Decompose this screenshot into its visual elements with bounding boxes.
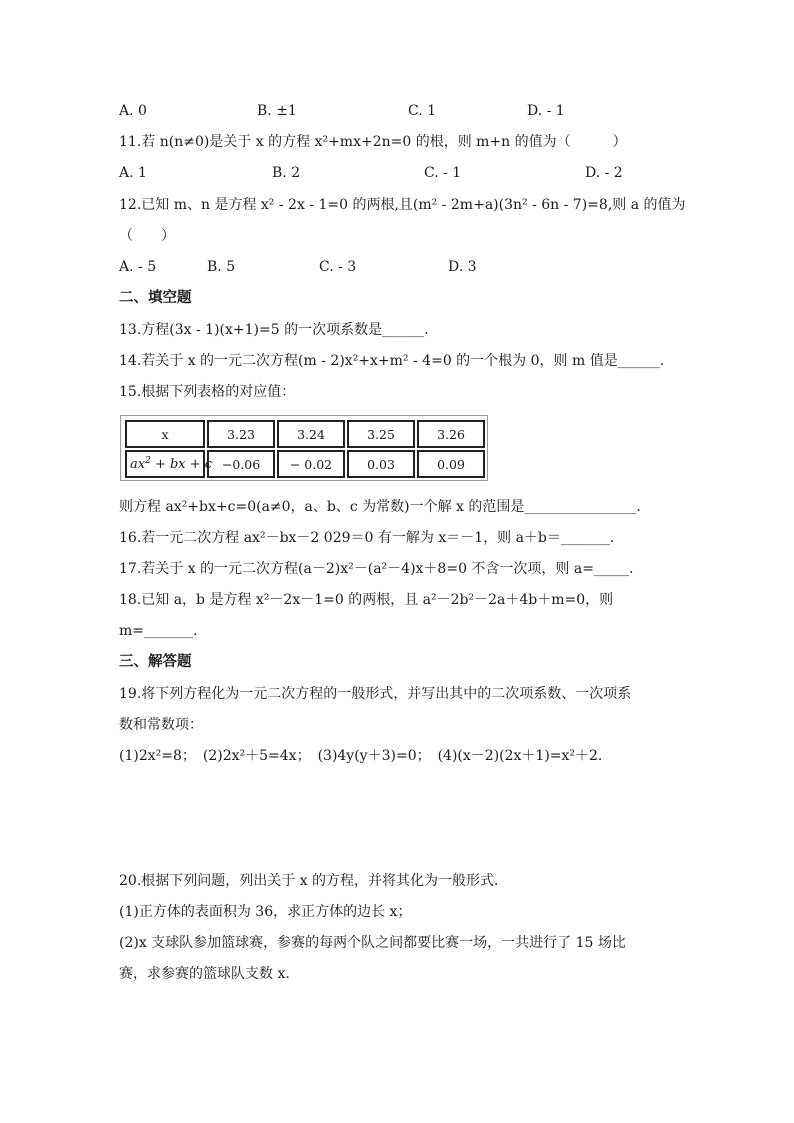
q15-after-text: 则方程 ax²+bx+c=0(a≠0，a、b、c 为常数)一个解 x 的范围是________________. xyxy=(119,499,641,515)
table-cell: 0.09 xyxy=(417,450,485,478)
q11-option-d: D. - 2 xyxy=(585,165,623,181)
q13-text: 13.方程(3x - 1)(x+1)=5 的一次项系数是______. xyxy=(119,322,429,338)
section-fill-blank-heading: 二、填空题 xyxy=(119,290,192,306)
q19-equations: (1)2x²=8； (2)2x²＋5=4x； (3)4y(y＋3)=0； (4)(x－2)(2x＋1)=x²＋2. xyxy=(119,748,603,764)
q14-text: 14.若关于 x 的一元二次方程(m - 2)x²+x+m² - 4=0 的一个根为 0，则 m 值是______. xyxy=(119,353,665,369)
q12-option-a: A. - 5 xyxy=(119,259,157,275)
q11-text: 11.若 n(n≠0)是关于 x 的方程 x²+mx+2n=0 的根，则 m+n 的值为（ ） xyxy=(119,134,627,150)
q10-option-c: C. 1 xyxy=(408,103,437,119)
q16-text: 16.若一元二次方程 ax²－bx－2 029＝0 有一解为 x＝－1，则 a＋b＝_______. xyxy=(119,530,615,546)
table-cell: − 0.02 xyxy=(277,450,345,478)
table-cell: 3.25 xyxy=(347,420,415,448)
q20-text: 20.根据下列问题，列出关于 x 的方程，并将其化为一般形式. xyxy=(119,873,499,889)
q18-text: 18.已知 a，b 是方程 x²－2x－1=0 的两根，且 a²－2b²－2a＋4b＋m=0，则 xyxy=(119,592,614,608)
q20-part1: (1)正方体的表面积为 36，求正方体的边长 x； xyxy=(119,904,412,920)
q17-text: 17.若关于 x 的一元二次方程(a－2)x²－(a²－4)x＋8=0 不含一次项，则 a=_____. xyxy=(119,561,634,577)
table-cell: −0.06 xyxy=(207,450,275,478)
q12-option-b: B. 5 xyxy=(207,259,236,275)
q20-part2: (2)x 支球队参加篮球赛，参赛的每两个队之间都要比赛一场，一共进行了 15 场比 xyxy=(119,935,626,951)
q20-part2-cont: 赛，求参赛的篮球队支数 x. xyxy=(119,966,290,982)
q12-bracket: （ ） xyxy=(119,228,175,244)
q12-text: 12.已知 m、n 是方程 x² - 2x - 1=0 的两根,且(m² - 2m+a)(3n² - 6n - 7)=8,则 a 的值为 xyxy=(119,197,686,213)
table-header-expression: ax $^2$ + bx + c xyxy=(125,450,205,478)
q11-option-c: C. - 1 xyxy=(424,165,462,181)
table-cell: 3.26 xyxy=(417,420,485,448)
q19-text: 19.将下列方程化为一元二次方程的一般形式，并写出其中的二次项系数、一次项系 xyxy=(119,686,632,702)
table-cell: 3.23 xyxy=(207,420,275,448)
table-cell: 0.03 xyxy=(347,450,415,478)
value-table xyxy=(120,415,488,481)
q19-text-cont: 数和常数项： xyxy=(119,717,203,733)
table-header-x: x xyxy=(125,420,205,448)
q15-text: 15.根据下列表格的对应值： xyxy=(119,384,296,400)
q10-option-d: D. - 1 xyxy=(527,103,565,119)
q10-option-a: A. 0 xyxy=(119,103,147,119)
q10-option-b: B. ±1 xyxy=(257,103,297,119)
table-cell: 3.24 xyxy=(277,420,345,448)
q12-option-c: C. - 3 xyxy=(319,259,357,275)
q11-option-a: A. 1 xyxy=(119,165,147,181)
q18-blank: m=_______. xyxy=(119,623,198,639)
section-answer-heading: 三、解答题 xyxy=(119,654,192,670)
q12-option-d: D. 3 xyxy=(448,259,477,275)
q11-option-b: B. 2 xyxy=(272,165,301,181)
